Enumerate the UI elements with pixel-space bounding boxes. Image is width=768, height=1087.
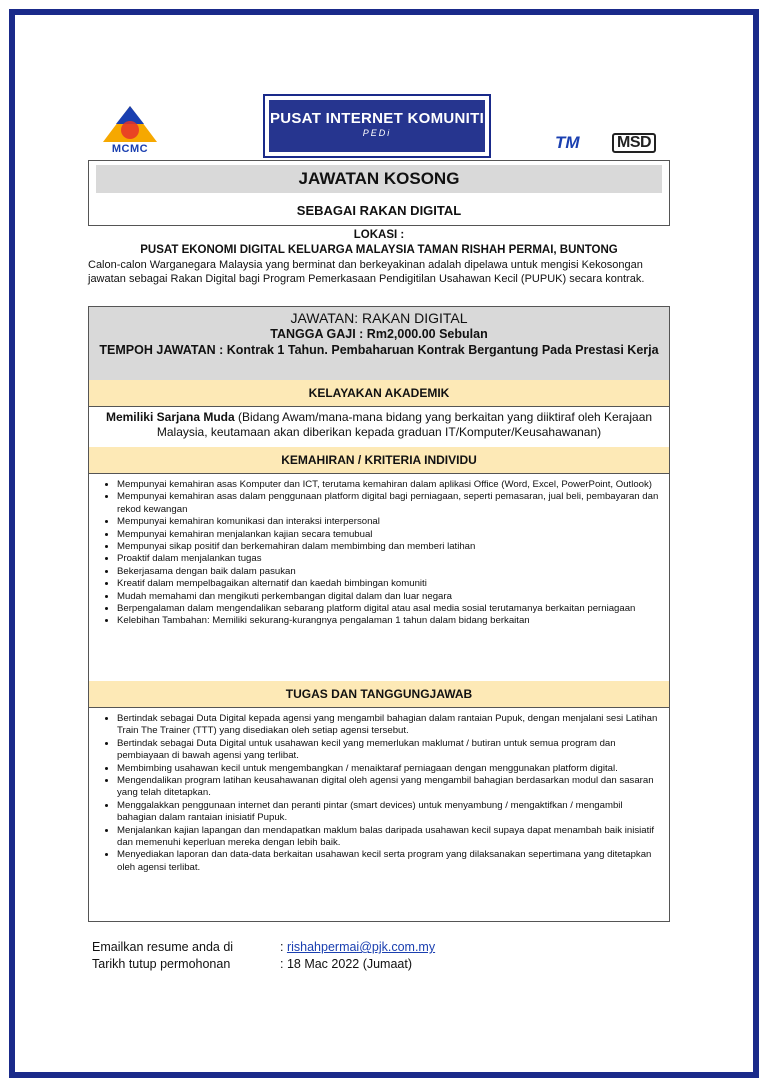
skills-heading: KEMAHIRAN / KRITERIA INDIVIDU (89, 447, 669, 474)
list-item: • Menjalankan kajian lapangan dan mendapatkan maklum balas daripada usahawan kecil supaya dapat menambah baik inisiatif dan memenuhi keperluan mereka dengan lebih baik. (117, 825, 661, 850)
list-item: • Bertindak sebagai Duta Digital untuk usahawan kecil yang memerlukan maklumat / butiran untuk semua program dan pembiayaan di bawah agensi yang terlibat. (117, 738, 661, 763)
deadline-value: : 18 Mac 2022 (Jumaat) (280, 957, 413, 971)
location-label: LOKASI : (353, 229, 405, 241)
pik-title: PUSAT INTERNET KOMUNITI (269, 110, 485, 127)
list-item: • Mengendalikan program latihan keusahawanan digital oleh agensi yang mengambil bahagian berdasarkan modul dan sasaran yang telah ditetapkan. (117, 775, 661, 800)
salary: TANGGA GAJI : Rm2,000.00 Sebulan (270, 327, 488, 341)
academic-bold: Memiliki Sarjana Muda (105, 410, 235, 424)
position-title: JAWATAN: RAKAN DIGITAL (290, 310, 468, 326)
email-label: Emailkan resume anda di (92, 940, 234, 954)
skills-list (89, 479, 669, 628)
location-block (88, 228, 670, 258)
list-item: • Berpengalaman dalam mengendalikan sebarang platform digital atau asal media sosial terutamanya berkaitan perniagaan (117, 603, 661, 615)
page-title: JAWATAN KOSONG (96, 165, 662, 193)
list-item: • Bekerjasama dengan baik dalam pasukan (117, 566, 661, 578)
duties-list (89, 713, 669, 874)
list-item: • Proaktif dalam menjalankan tugas (117, 553, 661, 565)
duties-section (88, 681, 670, 922)
list-item: • Mempunyai kemahiran menjalankan kajian secara temubual (117, 529, 661, 541)
intro-text: Calon-calon Warganegara Malaysia yang berminat dan berkeyakinan adalah dipelawa untuk mengisi Kekosongan jawatan sebagai Rakan Digital bagi Program Pemerkasaan Pendigitilan Usahawan Kecil (PUPUK) secara kontrak. (88, 259, 645, 285)
deadline-label: Tarikh tutup permohonan (92, 957, 231, 971)
list-item: • Kelebihan Tambahan: Memiliki sekurang-kurangnya pengalaman 1 tahun dalam bidang berkaitan (117, 615, 661, 627)
mcmc-logo-text: MCMC (111, 143, 149, 155)
duties-heading: TUGAS DAN TANGGUNGJAWAB (89, 681, 669, 708)
msd-logo: MSD (612, 133, 656, 153)
location-value: PUSAT EKONOMI DIGITAL KELUARGA MALAYSIA TAMAN RISHAH PERMAI, BUNTONG (140, 244, 618, 256)
skills-section (88, 447, 670, 682)
page-subtitle: SEBAGAI RAKAN DIGITAL (296, 203, 462, 218)
pik-logo (263, 94, 491, 158)
list-item: • Mempunyai kemahiran asas dalam penggunaan platform digital bagi perniagaan, seperti pemasaran, jual beli, pembayaran dan rekod kewangan (117, 491, 661, 516)
list-item: • Mempunyai sikap positif dan berkemahiran dalam membimbing dan memberi latihan (117, 541, 661, 553)
list-item: • Menyediakan laporan dan data-data berkaitan usahawan kecil serta program yang dilaksanakan sepertimana yang ditetapkan oleh agensi terlibat. (117, 849, 661, 874)
list-item: • Menggalakkan penggunaan internet dan peranti pintar (smart devices) untuk menyambung / mengaktifkan / mengambil bahagian dalam rantaian inisiatif Pupuk. (117, 800, 661, 825)
list-item: • Mudah memahami dan mengikuti perkembangan digital dalam dan luar negara (117, 591, 661, 603)
position-box (88, 306, 670, 382)
pik-sub: PEDi (362, 128, 392, 138)
academic-heading: KELAYAKAN AKADEMIK (89, 380, 669, 407)
list-item: • Mempunyai kemahiran komunikasi dan interaksi interpersonal (117, 516, 661, 528)
list-item: • Kreatif dalam mempelbagaikan alternatif dan kaedah bimbingan komuniti (117, 578, 661, 590)
academic-detail: (Bidang Awam/mana-mana bidang yang berkaitan yang diiktiraf oleh Kerajaan Malaysia, keutamaan akan diberikan kepada graduan IT/Komputer/Keusahawanan) (156, 410, 653, 439)
email-value (280, 940, 435, 954)
list-item: • Bertindak sebagai Duta Digital kepada agensi yang mengambil bahagian dalam rantaian Pupuk, dengan menjalani sesi Latihan Train The Trainer (TTT) yang disediakan oleh setiap agensi tersebut. (117, 713, 661, 738)
tm-logo: TM (555, 133, 580, 152)
list-item: • Membimbing usahawan kecil untuk mengembangkan / menaiktaraf perniagaan dengan menggunakan platform digital. (117, 763, 661, 775)
academic-text (89, 407, 669, 443)
email-link[interactable]: rishahpermai@pjk.com.my (286, 940, 436, 954)
academic-section (88, 380, 670, 448)
title-box (88, 160, 670, 226)
contract-term: TEMPOH JAWATAN : Kontrak 1 Tahun. Pembaharuan Kontrak Bergantung Pada Prestasi Kerja (99, 343, 659, 357)
email-sep: : (280, 940, 287, 954)
list-item: • Mempunyai kemahiran asas Komputer dan ICT, terutama kemahiran dalam aplikasi Office (Word, Excel, PowerPoint, Outlook) (117, 479, 661, 491)
